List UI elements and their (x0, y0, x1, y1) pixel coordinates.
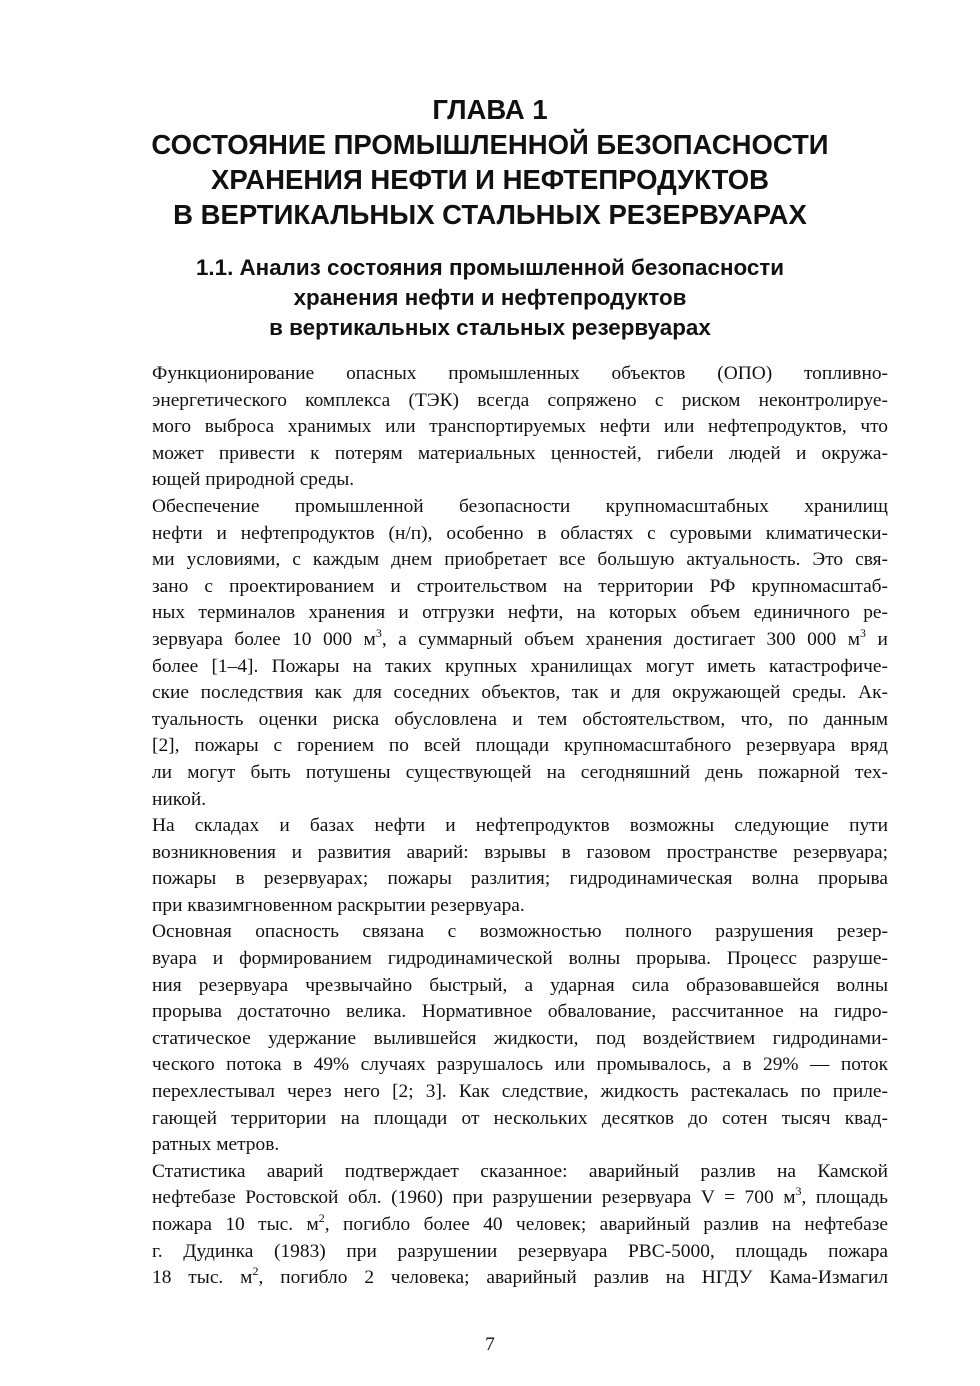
text-line: ния резервуара чрезвычайно быстрый, а ударная сила образовавшейся волны (152, 974, 888, 996)
chapter-title-line: ГЛАВА 1 (432, 94, 548, 125)
paragraph-safety-storage (92, 494, 888, 813)
text-line: гающей территории на площади от нескольких десятков до сотен тысяч квад- (152, 1107, 888, 1129)
text-line: ческого потока в 49% случаях разрушалось или промывалось, а в 29% — поток (152, 1054, 888, 1076)
text-line: [2], пожары с горением по всей площади крупномасштабного резервуара вряд (152, 735, 888, 757)
section-title (92, 253, 888, 343)
text-line: ми условиями, с каждым днем приобретает все большую актуальность. Это свя- (152, 549, 888, 571)
text-line: ские последствия как для соседних объектов, так и для окружающей среды. Ак- (152, 682, 888, 704)
text-line: прорыва достаточно велика. Нормативное обвалование, рассчитанное на гидро- (152, 1001, 888, 1023)
page-number: 7 (485, 1334, 495, 1355)
text-line: статическое удержание вылившейся жидкости, под воздействием гидродинами- (152, 1027, 888, 1049)
text-line: 18 тыс. $м^2$, погибло 2 человека; аварийный разлив на НГДУ Кама-Измагил (152, 1264, 889, 1289)
body-text (92, 361, 888, 1292)
paragraph-accident-paths (92, 813, 888, 919)
section-title-line: в вертикальных стальных резервуарах (269, 315, 711, 340)
text-line: туальность оценки риска обусловлена и тем обстоятельством, что, по данным (152, 708, 888, 730)
text-line: более [1–4]. Пожары на таких крупных хранилищах могут иметь катастрофиче- (152, 655, 888, 677)
text-line: Функционирование опасных промышленных объектов (ОПО) топливно- (152, 363, 888, 384)
text-line: Основная опасность связана с возможностью полного разрушения резер- (152, 921, 888, 943)
text-line: На складах и базах нефти и нефтепродуктов возможны следующие пути (152, 815, 888, 837)
text-line: вуара и формированием гидродинамической волны прорыва. Процесс разруше- (152, 948, 888, 970)
paragraph-ops-risk (92, 361, 888, 494)
text-line: ющей природной среды. (152, 469, 355, 491)
text-line: пожары в резервуарах; пожары разлития; гидродинамическая волна прорыва (152, 868, 888, 890)
chapter-title-line: В ВЕРТИКАЛЬНЫХ СТАЛЬНЫХ РЕЗЕРВУАРАХ (173, 199, 807, 230)
text-line: ратных метров. (152, 1134, 280, 1156)
text-line: возникновения и развития аварий: взрывы в газовом пространстве резервуара; (152, 841, 888, 863)
text-line: Обеспечение промышленной безопасности крупномасштабных хранилищ (152, 495, 888, 517)
text-line: ных терминалов хранения и отгрузки нефти, на которых объем единичного ре- (152, 602, 888, 624)
paragraph-main-hazard (92, 919, 888, 1158)
section-title-line: 1.1. Анализ состояния промышленной безопасности (195, 255, 785, 280)
text-line: зано с проектированием и строительством на территории РФ крупномасштаб- (152, 575, 888, 597)
paragraph-accident-statistics (92, 1159, 888, 1292)
text-line: нефтебазе Ростовской обл. (1960) при разрушении резервуара V = 700 $м^3$, площадь (152, 1184, 888, 1209)
text-line: ли могут быть потушены существующей на сегодняшний день пожарной тех- (152, 761, 888, 783)
text-line: пожара 10 тыс. $м^2$, погибло более 40 человек; аварийный разлив на нефтебазе (152, 1211, 889, 1235)
chapter-title-line: ХРАНЕНИЯ НЕФТИ И НЕФТЕПРОДУКТОВ (210, 164, 769, 195)
text-line: Статистика аварий подтверждает сказанное: аварийный разлив на Камской (152, 1160, 888, 1182)
text-line: при квазимгновенном раскрытии резервуара. (152, 894, 525, 916)
text-line: г. Дудинка (1983) при разрушении резервуара РВС-5000, площадь пожара (152, 1240, 888, 1262)
chapter-title (92, 92, 888, 232)
text-line: нефти и нефтепродуктов (н/п), особенно в областях с суровыми климатически- (152, 522, 888, 544)
text-line: никой. (152, 788, 207, 810)
text-line: может привести к потерям материальных ценностей, гибели людей и окружа- (152, 442, 888, 464)
text-line: энергетического комплекса (ТЭК) всегда сопряжено с риском неконтролируе- (152, 389, 888, 411)
text-line: перехлестывал через него [2; 3]. Как следствие, жидкость растекалась по приле- (152, 1081, 888, 1103)
chapter-title-line: СОСТОЯНИЕ ПРОМЫШЛЕННОЙ БЕЗОПАСНОСТИ (151, 129, 829, 160)
text-line: мого выброса хранимых или транспортируемых нефти или нефтепродуктов, что (152, 416, 888, 438)
section-title-line: хранения нефти и нефтепродуктов (293, 285, 687, 310)
text-line: зервуара более 10 000 $м^3$, а суммарный объем хранения достигает 300 000 $м^3$ и (152, 625, 888, 650)
